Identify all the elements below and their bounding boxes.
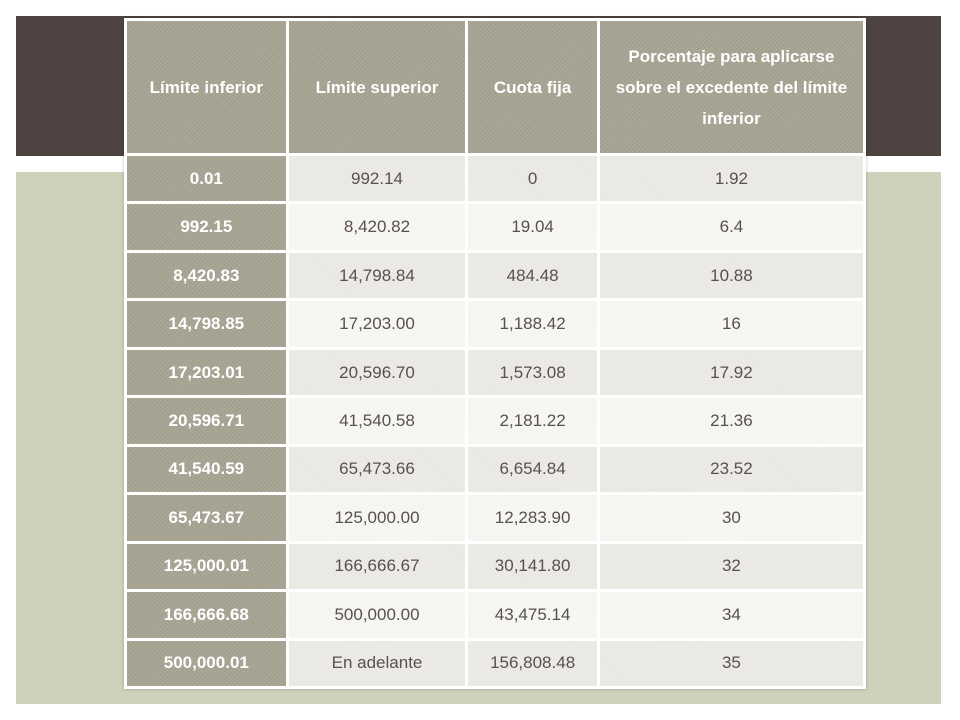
cell-limite-inferior: 41,540.59 (127, 447, 286, 492)
cell-limite-inferior: 125,000.01 (127, 544, 286, 589)
cell-porcentaje: 32 (600, 544, 863, 589)
table-row (127, 204, 863, 249)
cell-limite-inferior: 17,203.01 (127, 350, 286, 395)
cell-limite-superior: 17,203.00 (289, 301, 466, 346)
cell-limite-superior: En adelante (289, 641, 466, 686)
cell-cuota-fija: 12,283.90 (468, 495, 597, 540)
cell-porcentaje: 1.92 (600, 156, 863, 201)
table-row (127, 156, 863, 201)
cell-limite-inferior: 20,596.71 (127, 398, 286, 443)
cell-limite-inferior: 0.01 (127, 156, 286, 201)
cell-limite-superior: 65,473.66 (289, 447, 466, 492)
table-row (127, 253, 863, 298)
table-row (127, 592, 863, 637)
cell-cuota-fija: 2,181.22 (468, 398, 597, 443)
cell-cuota-fija: 0 (468, 156, 597, 201)
cell-limite-superior: 992.14 (289, 156, 466, 201)
cell-porcentaje: 23.52 (600, 447, 863, 492)
table-row (127, 447, 863, 492)
cell-cuota-fija: 1,573.08 (468, 350, 597, 395)
cell-limite-inferior: 500,000.01 (127, 641, 286, 686)
cell-porcentaje: 10.88 (600, 253, 863, 298)
cell-limite-superior: 41,540.58 (289, 398, 466, 443)
header-cuota-fija: Cuota fija (468, 21, 597, 153)
cell-limite-inferior: 8,420.83 (127, 253, 286, 298)
cell-porcentaje: 35 (600, 641, 863, 686)
cell-limite-inferior: 166,666.68 (127, 592, 286, 637)
rate-table (124, 18, 866, 689)
cell-cuota-fija: 1,188.42 (468, 301, 597, 346)
cell-porcentaje: 16 (600, 301, 863, 346)
cell-limite-superior: 8,420.82 (289, 204, 466, 249)
table-row (127, 301, 863, 346)
table-row (127, 495, 863, 540)
header-limite-superior: Límite superior (289, 21, 466, 153)
cell-porcentaje: 34 (600, 592, 863, 637)
cell-cuota-fija: 156,808.48 (468, 641, 597, 686)
table-header-row (127, 21, 863, 153)
cell-limite-superior: 125,000.00 (289, 495, 466, 540)
cell-limite-inferior: 992.15 (127, 204, 286, 249)
cell-limite-superior: 166,666.67 (289, 544, 466, 589)
header-limite-inferior: Límite inferior (127, 21, 286, 153)
table-row (127, 544, 863, 589)
cell-cuota-fija: 43,475.14 (468, 592, 597, 637)
header-porcentaje: Porcentaje para aplicarse sobre el excedente del límite inferior (600, 21, 863, 153)
table-row (127, 350, 863, 395)
cell-limite-inferior: 14,798.85 (127, 301, 286, 346)
cell-cuota-fija: 6,654.84 (468, 447, 597, 492)
cell-cuota-fija: 30,141.80 (468, 544, 597, 589)
cell-porcentaje: 17.92 (600, 350, 863, 395)
cell-limite-superior: 20,596.70 (289, 350, 466, 395)
cell-porcentaje: 30 (600, 495, 863, 540)
table-row (127, 398, 863, 443)
cell-limite-superior: 500,000.00 (289, 592, 466, 637)
cell-cuota-fija: 19.04 (468, 204, 597, 249)
rate-table-container (124, 18, 866, 689)
cell-porcentaje: 21.36 (600, 398, 863, 443)
table-row (127, 641, 863, 686)
cell-porcentaje: 6.4 (600, 204, 863, 249)
cell-limite-inferior: 65,473.67 (127, 495, 286, 540)
cell-cuota-fija: 484.48 (468, 253, 597, 298)
cell-limite-superior: 14,798.84 (289, 253, 466, 298)
